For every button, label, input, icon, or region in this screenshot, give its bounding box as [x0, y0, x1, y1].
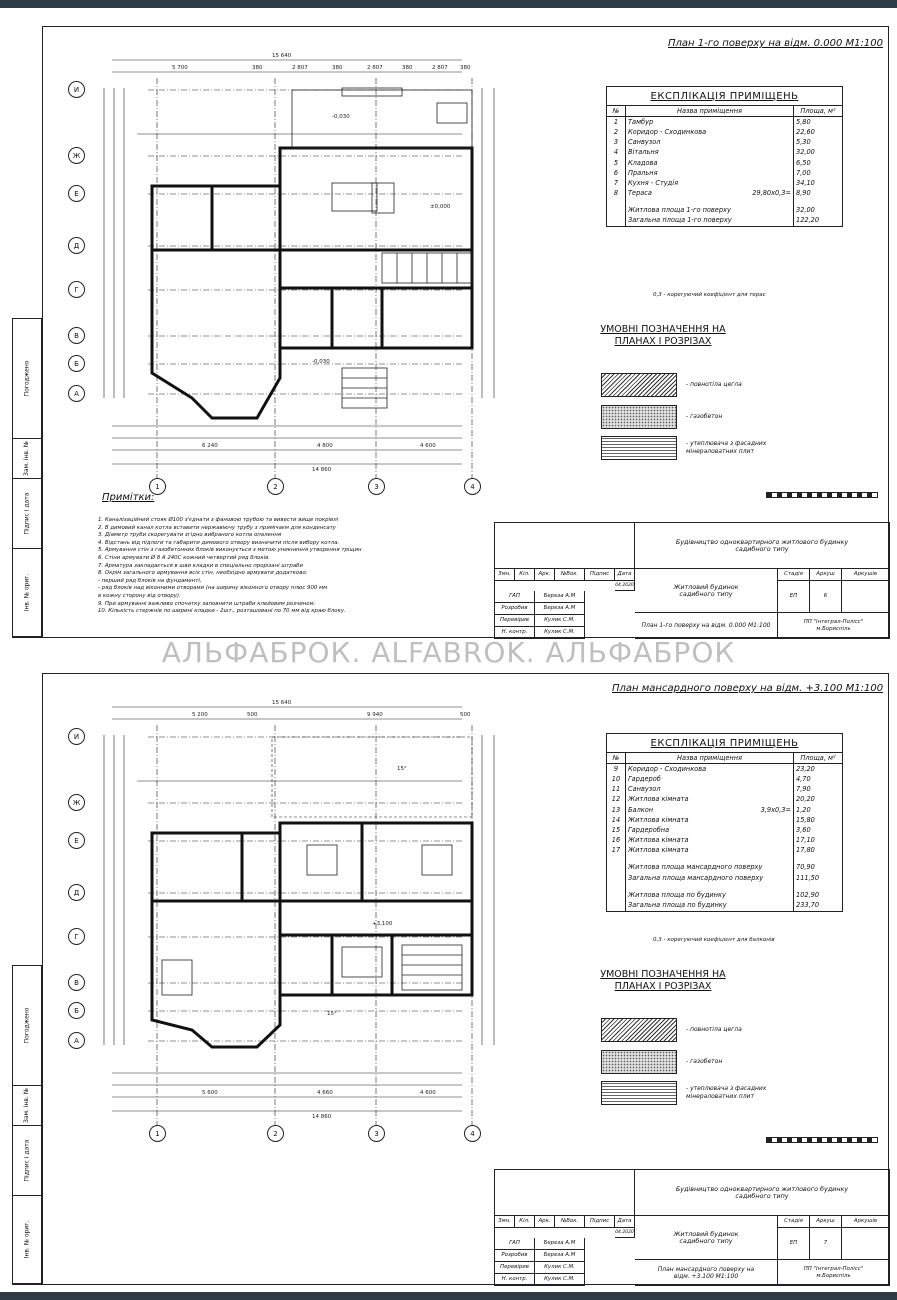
explication-table [606, 86, 843, 227]
table-row: 8 Тераса 29,80х0,3= 8,90 [607, 189, 843, 199]
axis-row-bubble: Д [68, 237, 85, 254]
strip-cell: Інв. № ориг. [13, 1196, 41, 1284]
dim-label: 500 [460, 712, 471, 718]
top-edge-bar [0, 0, 897, 8]
table-row: 3 Санвузол 5,30 [607, 138, 843, 148]
legend-swatch-aerated [601, 1050, 677, 1074]
level-mark: -0,030 [332, 114, 350, 120]
left-approval-strip [12, 318, 42, 638]
scale-bar [766, 1137, 878, 1143]
axis-row-bubble: Е [68, 185, 85, 202]
dim-label: 4 600 [420, 1090, 436, 1096]
axis-row-bubble: Г [68, 928, 85, 945]
axis-row-bubble: И [68, 728, 85, 745]
axis-col-bubble: 4 [464, 1125, 481, 1142]
strip-cell: Зам. інв. № [13, 439, 41, 479]
table-row: 17 Житлова кімната 17,80 [607, 846, 843, 856]
table-row: 15 Гардеробна 3,60 [607, 825, 843, 835]
level-mark: ±0,000 [430, 204, 451, 210]
table-row: 5 Кладова 6,50 [607, 158, 843, 168]
strip-cell: Інв. № ориг. [13, 549, 41, 637]
table-row: Житлова площа мансардного поверху 70,90 [607, 863, 843, 873]
sheet-title: План 1-го поверху на відм. 0.000 М1:100 [668, 38, 883, 49]
table-row: 13 Балкон 3,9х0,3= 1,20 [607, 805, 843, 815]
legend-swatch-aerated [601, 405, 677, 429]
axis-col-bubble: 3 [368, 478, 385, 495]
explication-heading: ЕКСПЛІКАЦІЯ ПРИМІЩЕНЬ [607, 87, 843, 106]
col-name: Назва приміщення [626, 106, 794, 117]
level-mark: -0,030 [312, 359, 330, 365]
dim-label: 2 807 [292, 65, 308, 71]
dim-label: 4 660 [317, 1090, 333, 1096]
axis-row-bubble: Д [68, 884, 85, 901]
strip-cell: Підпис і дата [13, 479, 41, 549]
table-row: Житлова площа 1-го поверху 32,00 [607, 206, 843, 216]
table-row: 11 Санвузол 7,90 [607, 785, 843, 795]
dim-label: 380 [402, 65, 413, 71]
dim-label: 2 807 [432, 65, 448, 71]
dim-label: 5 600 [202, 1090, 218, 1096]
legend-label: - газобетон [686, 413, 723, 420]
dim-overall-bottom: 14 860 [312, 1114, 332, 1120]
dim-overall-top: 15 640 [272, 53, 292, 59]
title-block: Будівництво одноквартирного житлового будинку садибного типу Змн. Кіл. Арк. №Вок. Підпис Дата 04.2020 ГАП Береза А.М Розробив Береза А.М Перевірив Кулик С.М. Н. контр. Кулик С.М. Житловий будинок садибного типу Стадія Аркуш Аркушів ЕП 6 План 1-го поверху на відм. 0.000 М1:100 ПП "Інтеграл-Полісс" м.Бориспіль [494, 522, 890, 639]
stamp-sheet-name: План мансардного поверху на відм. +3.100 М1:100 [635, 1260, 778, 1286]
table-row: Загальна площа по будинку 233,70 [607, 900, 843, 911]
level-mark: 15° [327, 1011, 337, 1017]
dim-overall-bottom: 14 860 [312, 467, 332, 473]
dim-label: 5 700 [172, 65, 188, 71]
notes-title: Примітки: [102, 492, 155, 503]
legend-swatch-brick [601, 373, 677, 397]
axis-row-bubble: Ж [68, 794, 85, 811]
legend-title: УМОВНІ ПОЗНАЧЕННЯ НА ПЛАНАХ І РОЗРІЗАХ [600, 969, 726, 992]
table-row: 14 Житлова кімната 15,80 [607, 815, 843, 825]
level-mark: +3,100 [372, 921, 393, 927]
legend-swatch-insulation [601, 436, 677, 460]
stamp-project: Будівництво одноквартирного житлового будинку садибного типу [635, 1170, 890, 1216]
axis-col-bubble: 4 [464, 478, 481, 495]
table-row: 7 Кухня - Студія 34,10 [607, 178, 843, 188]
axis-col-bubble: 1 [149, 1125, 166, 1142]
col-num: № [607, 106, 626, 117]
dim-label: 500 [247, 712, 258, 718]
legend-swatch-insulation [601, 1081, 677, 1105]
table-row: 9 Коридор - Сходинкова 23,20 [607, 764, 843, 775]
explication-footnote: 0,3 - корегуючий коефіцієнт для балконів [653, 937, 775, 943]
dim-label: 380 [332, 65, 343, 71]
col-name: Назва приміщення [626, 753, 794, 764]
legend-label: - утеплювача з фасадних мінераловатних плит [686, 440, 767, 455]
axis-col-bubble: 1 [149, 478, 166, 495]
stamp-object: Житловий будинок садибного типу [635, 1216, 778, 1260]
axis-row-bubble: И [68, 81, 85, 98]
stamp-project: Будівництво одноквартирного житлового будинку садибного типу [635, 523, 890, 569]
table-row: 10 Гардероб 4,70 [607, 774, 843, 784]
axis-row-bubble: В [68, 974, 85, 991]
watermark: АЛЬФАБРОК. ALFABROK. АЛЬФАБРОК [161, 636, 736, 669]
axis-row-bubble: В [68, 327, 85, 344]
dim-overall-top: 15 640 [272, 700, 292, 706]
sheet-title: План мансардного поверху на відм. +3.100 М1:100 [612, 683, 884, 694]
explication-table [606, 733, 843, 912]
legend-label: - газобетон [686, 1058, 723, 1065]
stamp-company: ПП "Інтеграл-Полісс" м.Бориспіль [778, 1260, 890, 1286]
drawing-sheet-2 [8, 655, 893, 1295]
table-row: 12 Житлова кімната 20,20 [607, 795, 843, 805]
axis-col-bubble: 2 [267, 478, 284, 495]
notes-list: 1. Каналізаційний стояк Ø100 з'єднати з фановою трубою та вивести вище покрівлі 2. В димовий канал котла вставити нержавіючу трубу з примічаєм для конденсату 3. Діаметр труби скорегувати згідно вибраного котла опалення 4. Відстань від підлоги та габарити димового отвору визначити після вибору котла. 5. Армування стін з газобетонних блоків виконується з метою уникнення утворення тріщин 6. Стіни армувати Ø 8 А 240С кожний четвертий ряд блоків. 7. Арматура закладається в шви кладки в спеціально прорізані штраби 8. Окрім загального армування всіх стін, необхідно армувати додатково: - перший ряд блоків на фундаменті, - ряд блоків над віконними отворами (на ширину віконного отвору плюс 900 мм в кожну сторону від отвору). 9. При армуванні важливо спочатку заповнити штраби клейовим розчином. 10. Кількість стержнів по ширині кладки - 2шт., розташовані по 70 мм від краю блоку. [98, 517, 362, 615]
level-mark: 15° [397, 766, 407, 772]
dim-label: 2 807 [367, 65, 383, 71]
stamp-sheet-name: План 1-го поверху на відм. 0.000 М1:100 [635, 613, 778, 639]
explication-footnote: 0,3 - корегуючий коефіцієнт для терас [653, 292, 766, 298]
axis-col-bubble: 3 [368, 1125, 385, 1142]
dim-label: 380 [252, 65, 263, 71]
dim-label: 5 200 [192, 712, 208, 718]
table-row: 4 Вітальня 32,00 [607, 148, 843, 158]
axis-row-bubble: А [68, 385, 85, 402]
col-area: Площа, м² [794, 106, 843, 117]
table-row: 1 Тамбур 5,80 [607, 117, 843, 128]
legend-title: УМОВНІ ПОЗНАЧЕННЯ НА ПЛАНАХ І РОЗРІЗАХ [600, 324, 726, 347]
legend-swatch-brick [601, 1018, 677, 1042]
axis-row-bubble: Б [68, 1002, 85, 1019]
strip-cell: Погоджено [13, 319, 41, 439]
stamp-company: ПП "Інтеграл-Полісс" м.Бориспіль [778, 613, 890, 639]
stamp-object: Житловий будинок садибного типу [635, 569, 778, 613]
axis-row-bubble: Ж [68, 147, 85, 164]
drawing-sheet-1 [8, 8, 893, 648]
col-num: № [607, 753, 626, 764]
table-row: 6 Пральня 7,00 [607, 168, 843, 178]
legend-label: - утеплювача з фасадних мінераловатних плит [686, 1085, 767, 1100]
axis-row-bubble: А [68, 1032, 85, 1049]
dim-label: 4 800 [317, 443, 333, 449]
table-row: Загальна площа 1-го поверху 122,20 [607, 216, 843, 227]
axis-row-bubble: Б [68, 355, 85, 372]
table-row: Житлова площа по будинку 102,90 [607, 890, 843, 900]
explication-heading: ЕКСПЛІКАЦІЯ ПРИМІЩЕНЬ [607, 734, 843, 753]
title-block: Будівництво одноквартирного житлового будинку садибного типу Змн. Кіл. Арк. №Вок. Підпис Дата 04.2020 ГАП Береза А.М Розробив Береза А.М Перевірив Кулик С.М. Н. контр. Кулик С.М. Житловий будинок садибного типу Стадія Аркуш Аркушів ЕП 7 План мансардного поверху на відм. +3.100 М1:100 ПП "Інтеграл-Полісс" м.Бориспіль [494, 1169, 890, 1286]
scale-bar [766, 492, 878, 498]
strip-cell: Зам. інв. № [13, 1086, 41, 1126]
table-row: 16 Житлова кімната 17,10 [607, 836, 843, 846]
floor-plan-2 [42, 675, 502, 1140]
table-row: 2 Коридор - Сходинкова 22,60 [607, 127, 843, 137]
strip-cell: Погоджено [13, 966, 41, 1086]
axis-row-bubble: Г [68, 281, 85, 298]
legend-label: - повнотіла цегла [686, 1026, 742, 1033]
dim-label: 9 940 [367, 712, 383, 718]
floor-plan-1 [42, 28, 502, 493]
dim-label: 380 [460, 65, 471, 71]
table-row: Загальна площа мансардного поверху 111,50 [607, 873, 843, 883]
col-area: Площа, м² [794, 753, 843, 764]
dim-label: 4 600 [420, 443, 436, 449]
strip-cell: Підпис і дата [13, 1126, 41, 1196]
left-approval-strip [12, 965, 42, 1285]
axis-col-bubble: 2 [267, 1125, 284, 1142]
legend-label: - повнотіла цегла [686, 381, 742, 388]
axis-row-bubble: Е [68, 832, 85, 849]
dim-label: 6 240 [202, 443, 218, 449]
